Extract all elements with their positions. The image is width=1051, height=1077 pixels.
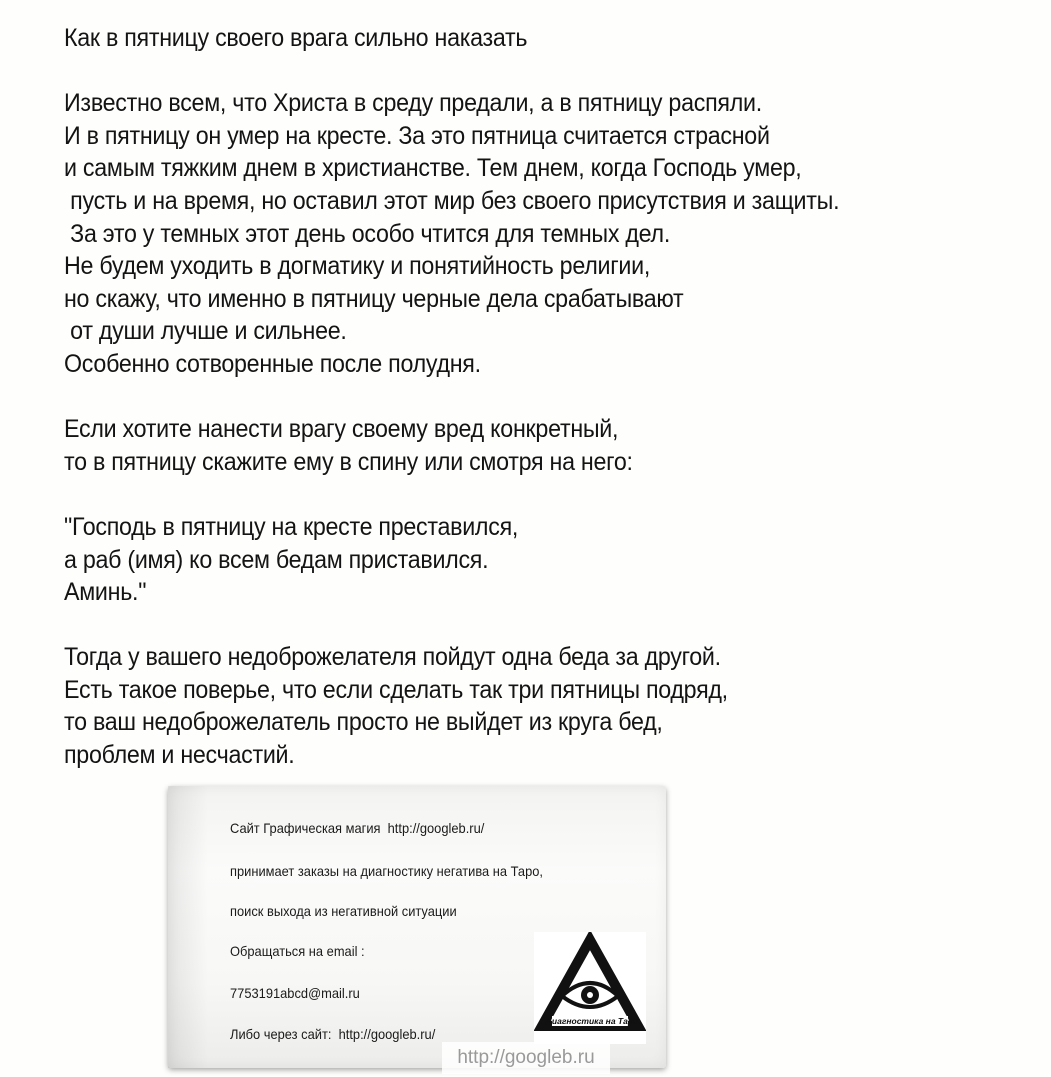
prayer-line: а раб (имя) ко всем бедам приставился. <box>64 545 489 574</box>
prayer-line: "Господь в пятницу на кресте преставился, <box>64 512 519 541</box>
paragraph-line: но скажу, что именно в пятницу черные дела срабатывают <box>64 284 684 313</box>
paragraph-line: За это у темных этот день особо чтится для темных дел. <box>64 219 671 248</box>
note-email: 7753191abcd@mail.ru <box>230 985 360 1001</box>
paragraph-line: и самым тяжким днем в христианстве. Тем днем, когда Господь умер, <box>64 154 802 183</box>
article <box>64 22 966 772</box>
paragraph-line: Есть такое поверье, что если сделать так три пятницы подряд, <box>64 675 728 704</box>
watermark: http://googleb.ru <box>442 1042 610 1074</box>
advert-note <box>168 786 666 1068</box>
paragraph-line: от души лучше и сильнее. <box>64 317 347 346</box>
note-site-link: Либо через сайт: http://googleb.ru/ <box>230 1026 436 1042</box>
article-title: Как в пятницу своего врага сильно наказать <box>64 24 528 52</box>
prayer-line: Аминь." <box>64 578 147 607</box>
paragraph-line: И в пятницу он умер на кресте. За это пятница считается страсной <box>64 121 770 150</box>
paragraph-line: проблем и несчастий. <box>64 741 295 770</box>
note-site-line: Сайт Графическая магия http://googleb.ru/ <box>230 820 485 836</box>
eye-triangle-logo <box>534 932 646 1044</box>
paragraph-line: пусть и на время, но оставил этот мир без своего присутствия и защиты. <box>64 186 840 215</box>
paragraph-line: Известно всем, что Христа в среду предали, а в пятницу распяли. <box>64 89 762 118</box>
paragraph-line: то ваш недоброжелатель просто не выйдет из круга бед, <box>64 708 663 737</box>
paragraph-line: Тогда у вашего недоброжелателя пойдут одна беда за другой. <box>64 643 721 672</box>
paragraph-line: Если хотите нанести врагу своему вред конкретный, <box>64 415 619 444</box>
note-search-line: поиск выхода из негативной ситуации <box>230 903 457 919</box>
logo-text: Диагностика на Таро <box>545 1016 639 1026</box>
note-contact-line: Обращаться на email : <box>230 943 365 959</box>
paragraph-line: Не будем уходить в догматику и понятийность религии, <box>64 252 651 281</box>
paragraph-line: то в пятницу скажите ему в спину или смотря на него: <box>64 447 633 476</box>
paragraph-line: Особенно сотворенные после полудня. <box>64 349 481 378</box>
note-orders-line: принимает заказы на диагностику негатива на Таро, <box>230 863 543 879</box>
